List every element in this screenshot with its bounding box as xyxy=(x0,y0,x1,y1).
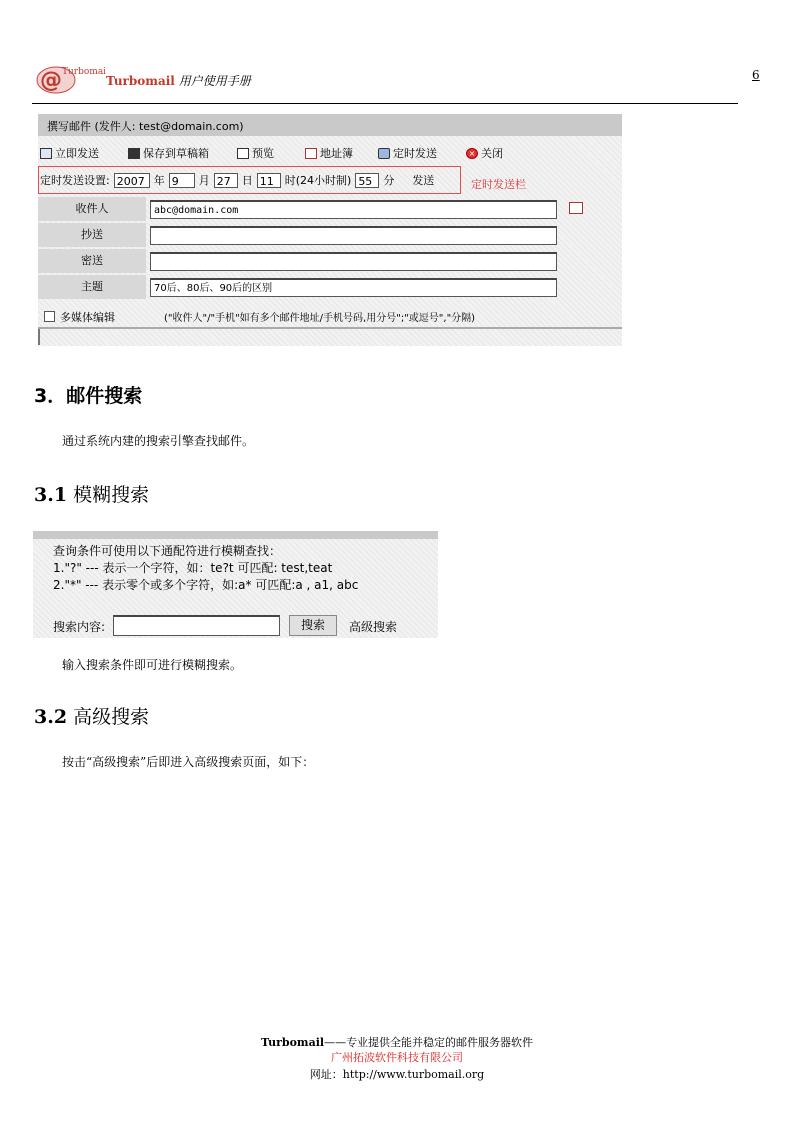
header-subtitle: 用户使用手册 xyxy=(178,74,251,88)
section-32-text: 按击“高级搜索”后即进入高级搜索页面，如下： xyxy=(62,755,315,769)
schedule-label: 定时发送设置: xyxy=(40,174,110,187)
section-31-heading: 3.1 模糊搜索 xyxy=(34,484,150,506)
search-panel xyxy=(33,539,438,638)
footer-company: 广州拓波软件科技有限公司 xyxy=(331,1051,463,1064)
bcc-input[interactable] xyxy=(150,252,557,271)
timer-icon xyxy=(378,148,390,159)
recipient-row xyxy=(38,197,622,222)
section-3-heading: 3．邮件搜索 xyxy=(34,385,143,407)
editor-edge xyxy=(38,329,40,345)
year-input[interactable]: 2007 xyxy=(114,173,150,188)
wildcard-intro: 查询条件可使用以下通配符进行模糊查找： xyxy=(53,544,282,558)
hour-input[interactable]: 11 xyxy=(257,173,281,188)
cc-label: 抄送 xyxy=(38,223,146,247)
footer-tagline-line xyxy=(0,1034,794,1050)
close-button[interactable]: × 关闭 xyxy=(466,145,503,161)
compose-screenshot xyxy=(38,114,622,346)
recipient-label: 收件人 xyxy=(38,197,146,221)
schedule-annotation: 定时发送栏 xyxy=(471,178,526,191)
header-divider xyxy=(32,103,738,104)
compose-divider xyxy=(38,327,622,329)
fuzzy-search-screenshot xyxy=(33,531,438,638)
turbomail-logo xyxy=(36,62,106,96)
address-book-button[interactable]: 地址簿 xyxy=(305,145,353,161)
search-button[interactable]: 搜索 xyxy=(289,615,337,636)
search-input[interactable] xyxy=(113,615,280,636)
svg-text:Turbomail: Turbomail xyxy=(62,67,106,77)
section-32-heading: 3.2 高级搜索 xyxy=(34,706,150,728)
minute-input[interactable]: 55 xyxy=(355,173,379,188)
subject-row xyxy=(38,275,622,300)
schedule-send-link[interactable]: 发送 xyxy=(412,174,435,187)
bcc-label: 密送 xyxy=(38,249,146,273)
recipient-input[interactable]: abc@domain.com xyxy=(150,200,557,219)
day-input[interactable]: 27 xyxy=(214,173,238,188)
section-3-intro: 通过系统内建的搜索引擎查找邮件。 xyxy=(62,434,255,448)
floppy-icon xyxy=(128,148,140,159)
section-31-caption: 输入搜索条件即可进行模糊搜索。 xyxy=(62,658,243,672)
subject-input[interactable]: 70后、80后、90后的区别 xyxy=(150,278,557,297)
save-draft-button[interactable]: 保存到草稿箱 xyxy=(128,145,209,161)
send-icon xyxy=(40,148,52,159)
wildcard-rule-2: 2."*" --- 表示零个或多个字符，如:a* 可匹配:a , a1, abc xyxy=(53,578,359,592)
cc-input[interactable] xyxy=(150,226,557,245)
compose-title-bar xyxy=(38,114,622,136)
compose-toolbar xyxy=(38,140,622,164)
page-number: 6 xyxy=(752,68,760,82)
multimedia-label: 多媒体编辑 xyxy=(60,311,115,324)
search-label: 搜索内容: xyxy=(53,620,106,634)
scheduled-send-button[interactable]: 定时发送 xyxy=(378,145,437,161)
footer-brand: Turbomail xyxy=(260,1036,325,1049)
month-input[interactable]: 9 xyxy=(169,173,195,188)
search-top-bar xyxy=(33,531,438,539)
send-now-button[interactable]: 立即发送 xyxy=(40,145,99,161)
preview-button[interactable]: 预览 xyxy=(237,145,274,161)
compose-title: 撰写邮件 (发件人: test@domain.com) xyxy=(47,120,244,133)
schedule-bar: 定时发送设置: 2007 年 9 月 27 日 11 时(24小时制) 55 分 发送 定时发送栏 xyxy=(38,166,622,194)
svg-text:@: @ xyxy=(40,68,62,93)
multimedia-row xyxy=(38,309,622,325)
wildcard-rule-1: 1."?" --- 表示一个字符，如：te?t 可匹配: test,teat xyxy=(53,561,333,575)
footer-tagline: ——专业提供全能并稳定的邮件服务器软件 xyxy=(324,1036,534,1049)
multimedia-hint: ("收件人"/"手机"如有多个邮件地址/手机号码,用分号";"或逗号","分隔) xyxy=(164,313,476,324)
multimedia-checkbox[interactable] xyxy=(44,311,55,322)
cc-row xyxy=(38,223,622,248)
address-book-icon xyxy=(305,148,317,159)
header-title xyxy=(106,72,251,89)
bcc-row xyxy=(38,249,622,274)
close-icon: × xyxy=(466,148,478,159)
address-book-icon[interactable] xyxy=(569,202,583,214)
footer-website: 网址：http://www.turbomail.org xyxy=(309,1068,485,1081)
header-brand: Turbomail xyxy=(106,74,175,88)
document-icon xyxy=(237,148,249,159)
subject-label: 主题 xyxy=(38,275,146,299)
advanced-search-link[interactable]: 高级搜索 xyxy=(349,620,398,634)
